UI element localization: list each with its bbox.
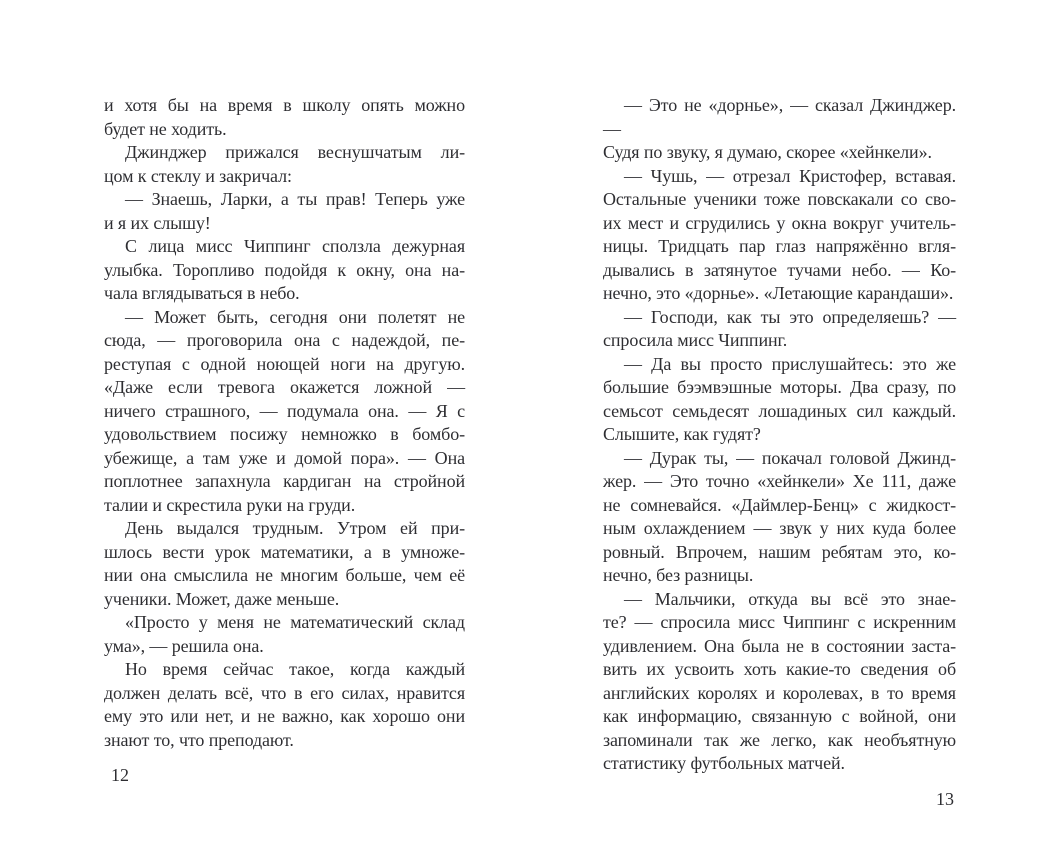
- text-line: ума», — решила она.: [104, 635, 264, 656]
- text-line: статистику футбольных матчей.: [603, 753, 845, 773]
- text-line: шлось вести урок математики, а в умноже-: [104, 541, 465, 562]
- text-line: жер. — Это точно «хейнкели» Хе 111, даже: [603, 471, 956, 491]
- text-line: сюда, — проговорила она с надеждой, пе-: [104, 330, 465, 350]
- text-line: Слышите, как гудят?: [603, 424, 761, 444]
- text-line: вить их усвоить хоть какие-то сведения об: [603, 659, 956, 679]
- text-line: нечно, без разницы.: [603, 565, 754, 585]
- text-line: поплотнее запахнула кардиган на стройной: [104, 471, 465, 491]
- right-page: [603, 94, 956, 811]
- text-line: английских королях и королевах, в то время: [603, 682, 956, 703]
- text-line: — Может быть, сегодня они полетят не: [125, 306, 465, 327]
- text-line: С лица мисс Чиппинг сползла дежурная: [125, 236, 465, 256]
- text-line: и я их слышу!: [104, 212, 211, 233]
- text-line: — Да вы просто прислушайтесь: это же: [624, 353, 956, 374]
- text-line: те? — спросила мисс Чиппинг с искренним: [603, 612, 956, 632]
- left-page-text-block: [104, 94, 465, 752]
- text-line: реступая с одной ноющей ноги на другую.: [104, 353, 465, 374]
- text-line: удовольствием посижу немножко в бомбо-: [104, 424, 465, 444]
- text-line: Остальные ученики тоже повскакали со сво-: [603, 189, 956, 209]
- text-line: — Знаешь, Ларки, а ты прав! Теперь уже: [125, 189, 465, 209]
- text-line: нии она смыслила не многим больше, чем её: [104, 565, 465, 585]
- text-line: Судя по звуку, я думаю, скорее «хейнкели».: [603, 142, 932, 162]
- left-page-number: 12: [111, 765, 129, 785]
- text-line: ницы. Тридцать пар глаз напряжённо вгля-: [603, 236, 956, 256]
- right-page-text-block: [603, 94, 956, 776]
- text-line: нечно, это «дорнье». «Летающие карандаши».: [603, 283, 954, 303]
- text-line: как информацию, связанную с войной, они: [603, 706, 956, 726]
- text-line: «Просто у меня не математический склад: [125, 612, 465, 632]
- text-line: ничего страшного, — подумала она. — Я с: [104, 400, 465, 421]
- text-line: День выдался трудным. Утром ей при-: [125, 518, 465, 538]
- text-line: цом к стеклу и закричал:: [104, 165, 292, 186]
- text-line: ему это или нет, и не важно, как хорошо они: [104, 706, 465, 726]
- text-line: спросила мисс Чиппинг.: [603, 330, 788, 350]
- right-page-number: 13: [936, 788, 954, 809]
- text-line: запоминали так же легко, как необъятную: [603, 729, 956, 750]
- text-line: талии и скрестила руки на груди.: [104, 494, 356, 515]
- text-line: их мест и сгрудились у окна вокруг учитель-: [603, 212, 956, 233]
- text-line: не сомневайся. «Даймлер-Бенц» с жидкост-: [603, 494, 956, 515]
- text-line: улыбка. Торопливо подойдя к окну, она на-: [104, 259, 465, 280]
- text-line: ным охлаждением — звук у них куда более: [603, 518, 956, 538]
- text-line: убежище, а там уже и домой пора». — Она: [104, 447, 465, 468]
- text-line: семьсот семьдесят лошадиных сил каждый.: [603, 400, 956, 421]
- text-line: — Господи, как ты это определяешь? —: [624, 306, 956, 327]
- text-line: — Мальчики, откуда вы всё это знае-: [624, 588, 956, 609]
- text-line: и хотя бы на время в школу опять можно: [104, 95, 465, 115]
- text-line: Джинджер прижался веснушчатым ли-: [125, 142, 465, 162]
- text-line: «Даже если тревога окажется ложной —: [104, 377, 465, 397]
- text-line: дывались в затянутое тучами небо. — Ко-: [603, 259, 956, 280]
- text-line: Но время сейчас такое, когда каждый: [125, 659, 465, 679]
- text-line: — Это не «дорнье», — сказал Джинджер. —: [603, 95, 956, 139]
- text-line: знают то, что преподают.: [104, 729, 294, 750]
- text-line: должен делать всё, что в его силах, нравится: [104, 682, 465, 703]
- text-line: — Чушь, — отрезал Кристофер, вставая.: [624, 165, 956, 186]
- text-line: удивлением. Она была не в состоянии заста-: [603, 635, 956, 656]
- text-line: ровный. Впрочем, нашим ребятам это, ко-: [603, 541, 956, 562]
- text-line: чала вглядываться в небо.: [104, 283, 300, 303]
- text-line: ученики. Может, даже меньше.: [104, 588, 340, 609]
- left-page: [104, 94, 465, 787]
- text-line: — Дурак ты, — покачал головой Джинд-: [624, 447, 956, 468]
- text-line: будет не ходить.: [104, 118, 227, 139]
- text-line: большие бээмвэшные моторы. Два сразу, по: [603, 377, 956, 397]
